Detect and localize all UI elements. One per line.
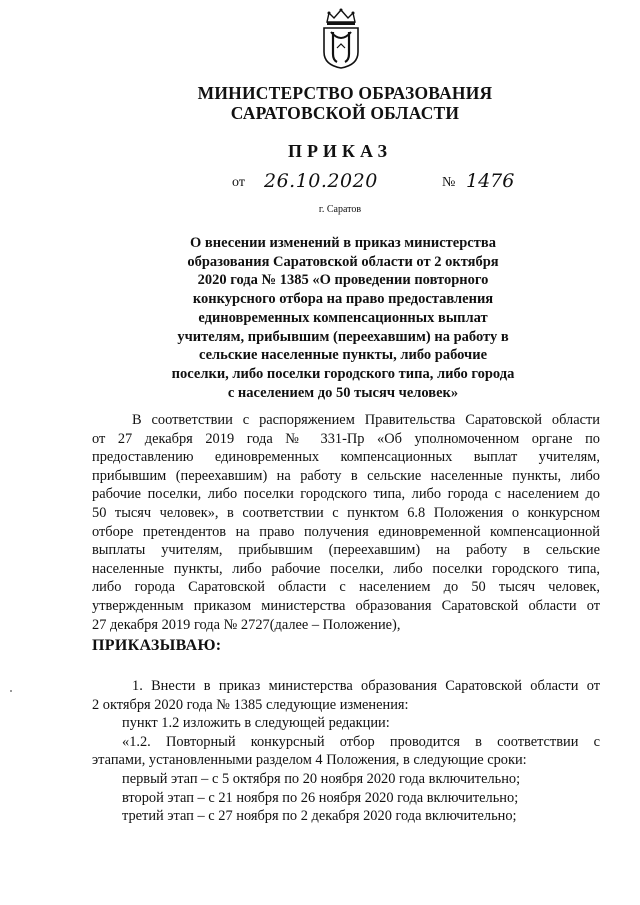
subject-line: О внесении изменений в приказ министерства [190, 235, 496, 251]
text-line: этапами, установленными разделом 4 Положения, в следующие сроки: [92, 752, 527, 769]
text-line: выплаты учителям, прибывшим (переехавшим) на работу в сельские [92, 542, 600, 559]
text-line: пункт 1.2 изложить в следующей редакции: [122, 715, 390, 732]
ministry-name-line1: МИНИСТЕРСТВО ОБРАЗОВАНИЯ [197, 83, 493, 103]
ordering-word: ПРИКАЗЫВАЮ: [92, 637, 222, 654]
ministry-name-line2: САРАТОВСКОЙ ОБЛАСТИ [230, 103, 460, 123]
text-line: от 27 декабря 2019 года № 331-Пр «Об уполномоченном органе по [92, 430, 600, 447]
city-label: г. Саратов [318, 204, 362, 215]
text-line: рабочие поселки, либо поселки городского типа, либо города с населением до [92, 486, 600, 503]
item-1-paragraph [92, 677, 600, 826]
text-line: отборе претендентов на право получения единовременной компенсационной [92, 523, 600, 540]
text-line: третий этап – с 27 ноября по 2 декабря 2020 года включительно; [122, 808, 517, 825]
text-line: 27 декабря 2019 года № 2727(далее – Положение), [92, 616, 401, 633]
text-line: первый этап – с 5 октября по 20 ноября 2020 года включительно; [122, 770, 521, 787]
scan-speck [10, 690, 12, 692]
text-line: прибывшим (переехавшим) на работу в сельские населенные пункты, либо [92, 467, 600, 484]
text-line: второй этап – с 21 ноября по 26 ноября 2020 года включительно; [122, 789, 519, 806]
order-title: ПРИКАЗ [287, 141, 393, 161]
text-line: утвержденным приказом министерства образования Саратовской области от [92, 597, 600, 614]
subject-line: единовременных компенсационных выплат [198, 309, 488, 326]
preamble-paragraph [92, 411, 600, 634]
date-prefix: от [232, 175, 245, 190]
date-number-row [0, 172, 640, 196]
text-line: либо города Саратовской области с населением до 50 тысяч человек, [92, 579, 600, 596]
subject-line: сельские населенные пункты, либо рабочие [198, 347, 488, 364]
handwritten-date: 26.10.2020 [264, 170, 378, 192]
text-line: 2 октября 2020 года № 1385 следующие изменения: [92, 696, 409, 713]
text-line: В соответствии с распоряжением Правительства Саратовской области [132, 412, 600, 428]
subject-line: 2020 года № 1385 «О проведении повторного [197, 272, 489, 289]
text-line: «1.2. Повторный конкурсный отбор проводится в соответствии с [122, 733, 600, 750]
subject-line: с населением до 50 тысяч человек» [227, 384, 459, 401]
subject-line: образования Саратовской области от 2 октября [187, 253, 499, 270]
subject-line: конкурсного отбора на право предоставления [192, 291, 494, 308]
subject-line: поселки, либо поселки городского типа, либо города [171, 365, 515, 382]
text-line: 50 тысяч человек», в соответствии с пунктом 6.8 Положения о конкурсном [92, 504, 600, 521]
order-subject [118, 234, 568, 402]
number-prefix: № [442, 175, 456, 190]
saratov-coat-of-arms-icon [319, 8, 363, 70]
text-line: населенные пункты, либо рабочие поселки, либо поселки городского типа, [92, 560, 600, 577]
subject-line: учителям, прибывшим (переехавшим) на работу в [177, 328, 509, 345]
handwritten-number: 1476 [466, 170, 515, 192]
text-line: предоставлению единовременных компенсационных выплат учителям, [92, 449, 600, 466]
text-line: 1. Внести в приказ министерства образования Саратовской области от [132, 678, 600, 694]
